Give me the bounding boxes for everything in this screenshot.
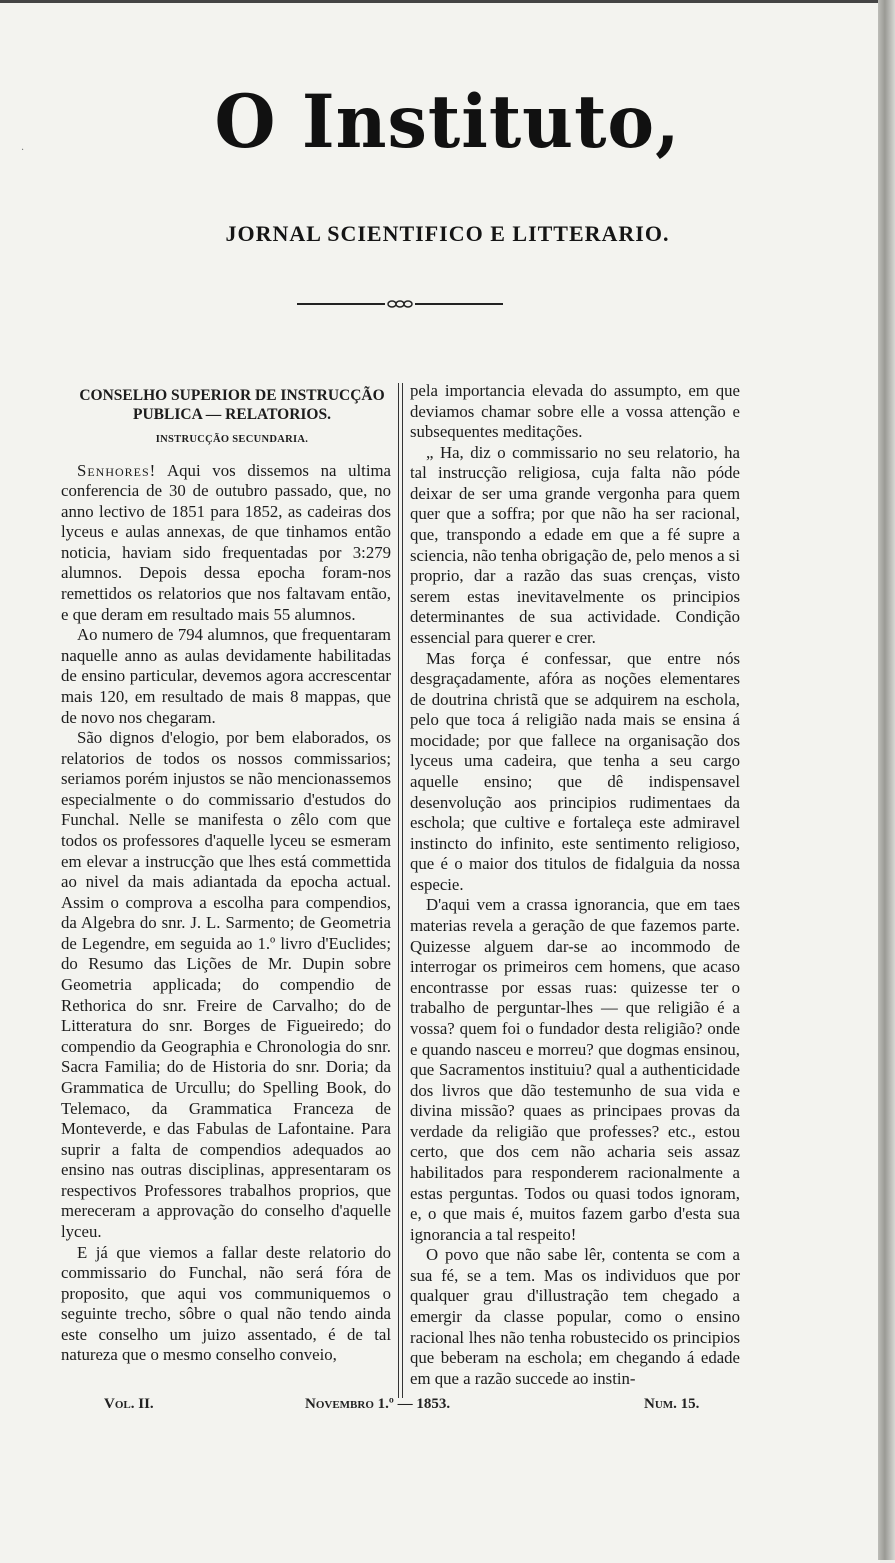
- paragraph: Ao numero de 794 alumnos, que frequentaram naquelle anno as aulas devidamente habilitadas de ensino particular, devemos agora accrescentar mais 120, em resultado de mais 8 mappas, que de novo nos chegaram.: [61, 625, 391, 727]
- paragraph: D'aqui vem a crassa ignorancia, que em taes materias revela a geração de que fazemos parte. Quizesse alguem dar-se ao incommodo de interrogar os primeiros cem homens, que acaso encontrasse por essas ruas: quizesse ter o trabalho de perguntar-lhes — que religião é a vossa? quem foi o fundador desta religião? onde e quando nasceu e morreu? que dogmas ensinou, que Sacramentos instituiu? qual a authenticidade dos livros que dão testemunho de sua vida e divina missão? quaes as principaes provas da verdade da religião que professes? etc., estou certo, que dos cem não acharia seis assaz habilitados para responderem racionalmente a estas perguntas. Todos ou quasi todos ignoram, e, o que mais é, muitos fazem garbo d'esta sua ignorancia a tal respeito!: [410, 895, 740, 1244]
- paragraph: E já que viemos a fallar deste relatorio do commissario do Funchal, não será fóra de proposito, que aqui vos communiquemos o seguinte trecho, sôbre o qual não tendo ainda este conselho um juizo assentado, é de tal natureza que o mesmo conselho conveio,: [61, 1242, 391, 1365]
- volume-label: Vol. II.: [104, 1396, 154, 1412]
- masthead: [0, 77, 895, 246]
- salutation: Senhores!: [77, 460, 157, 480]
- page-footer: [60, 1396, 720, 1416]
- paragraph: São dignos d'elogio, por bem elaborados, os relatorios de todos os nossos commissarios; seriamos porém injustos se não mencionassemos especialmente o do commissario d'estudos do Funchal. Nelle se manifesta o zêlo com que todos os professores d'aquelle lyceu se esmeram em elevar a instrucção que lhes está commettida ao nivel da mais adiantada da epocha actual. Assim o comprova a escolha para compendios, da Algebra do snr. J. L. Sarmento; de Geometria de Legendre, em seguida ao 1.º livro d'Euclides; do Resumo das Lições de Mr. Dupin sobre Geometria applicada; do compendio de Rethorica do snr. Freire de Carvalho; do de Litteratura do snr. Borges de Figueiredo; do compendio da Geographia e Chronologia do snr. Sacra Familia; do de Historia do snr. Doria; da Grammatica de Urcullu; do Spelling Book, do Telemaco, da Grammatica Franceza de Monteverde, e das Fabulas de Lafontaine. Para suprir a falta de compendios adequados ao ensino nas outras disciplinas, appresentaram os respectivos Professores trabalhos proprios, que mereceram a approvação do conselho d'aquelle lyceu.: [61, 728, 391, 1241]
- paragraph: O povo que não sabe lêr, contenta se com a sua fé, se a tem. Mas os individuos que por qualquer grau d'illustração tem chegado a emergir da classe popular, como o ensino racional lhes não tenha robustecido os principios que beberam na eschola; em chegando á edade em que a razão succede ao instin-: [410, 1245, 740, 1388]
- ornamental-rule: [297, 299, 503, 309]
- column-rule: [398, 383, 403, 1398]
- right-column: [410, 381, 740, 1389]
- section-heading: CONSELHO SUPERIOR DE INSTRUCÇÃO PUBLICA — RELATORIOS.: [79, 387, 385, 423]
- issue-number: Num. 15.: [644, 1396, 700, 1412]
- journal-title: O Instituto,: [214, 77, 681, 166]
- page-edge: [878, 0, 895, 1560]
- paragraph: pela importancia elevada do assumpto, em que deviamos chamar sobre elle a vossa attenção e subsequentes meditações.: [410, 381, 740, 442]
- section-subheading: INSTRUCÇÃO SECUNDARIA.: [155, 434, 309, 445]
- issue-date: Novembro 1.º — 1853.: [305, 1396, 451, 1412]
- journal-subtitle: JORNAL SCIENTIFICO E LITTERARIO.: [225, 221, 670, 246]
- margin-mark: ·: [21, 145, 25, 156]
- left-column: [61, 383, 391, 1366]
- paragraph: Mas força é confessar, que entre nós desgraçadamente, afóra as noções elementares de doutrina christã que se adquirem na eschola, pelo que toca á religião nada mais se ensina á mocidade; por que fallece na organisação dos lyceus uma cadeira, que tenha a seu cargo aquelle ensino; que dê indispensavel desenvolução aos principios rudimentaes da eschola; que cultive e fortaleça este admiravel instincto do infinito, este sentimento religioso, que é o maior dos titulos de fidalguia da nossa especie.: [410, 648, 740, 894]
- paragraph: [61, 461, 391, 626]
- paragraph: „ Ha, diz o commissario no seu relatorio, ha tal instrucção religiosa, cuja falta não póde deixar de ser uma grande vergonha para quem quer que a soffra; por que não ha ser racional, que, transpondo a edade em que a fé supre a sciencia, não tenha obrigação de, pelo menos a si proprio, dar a razão das suas crenças, visto serem estas inevitavelmente os principios determinantes de sua actividade. Condição essencial para querer e crer.: [410, 442, 740, 647]
- paragraph-text: Aqui vos dissemos na ultima conferencia de 30 de outubro passado, que, no anno lectivo de 1851 para 1852, as cadeiras dos lyceus e aulas annexas, de que tinhamos então noticia, haviam sido frequentadas por 3:279 alumnos. Depois dessa epocha foram-nos remettidos os relatorios que nos faltavam então, e que deram em resultado mais 55 alumnos.: [61, 460, 391, 624]
